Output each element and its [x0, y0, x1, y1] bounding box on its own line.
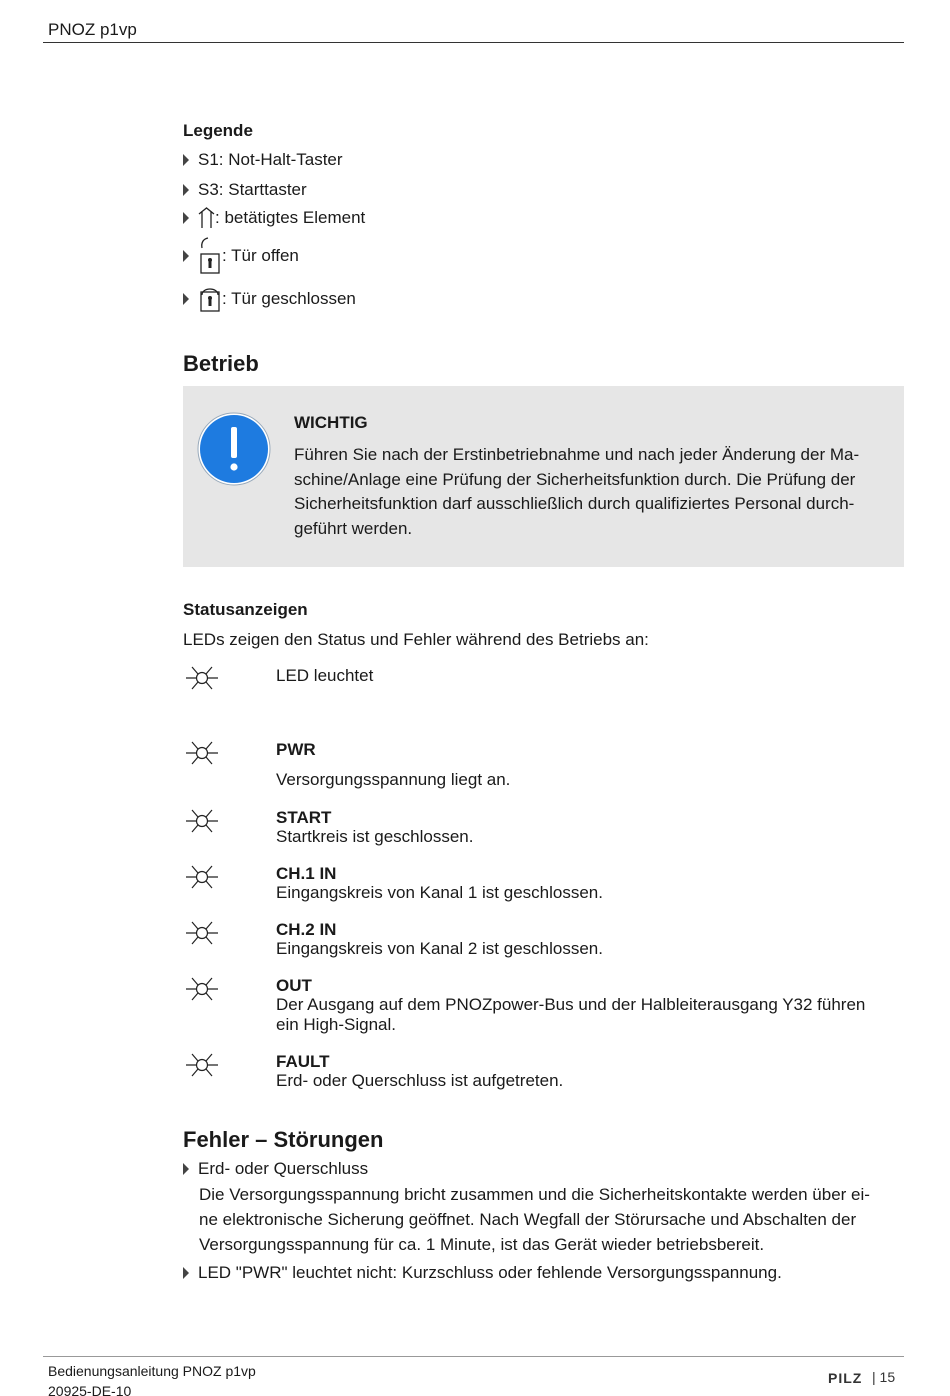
section-heading-operation: Betrieb	[183, 351, 259, 376]
led-desc-fault	[276, 1071, 563, 1091]
legend-item	[183, 285, 356, 313]
footer-doc-number: 20925-DE-10	[48, 1383, 132, 1396]
error-item-description	[199, 1182, 904, 1257]
led-desc-line: Eingangskreis von Kanal 1 ist geschlossen.	[276, 883, 603, 902]
bullet-triangle-icon	[183, 154, 189, 166]
page-number: | 15	[872, 1369, 896, 1385]
error-item	[183, 1263, 782, 1283]
led-title-start: START	[276, 808, 332, 827]
error-desc-line: Versorgungsspannung für ca. 1 Minute, ist das Gerät wieder betriebsbereit.	[199, 1235, 765, 1254]
legend-item	[183, 236, 299, 276]
led-lit-icon	[184, 740, 220, 766]
bullet-triangle-icon	[183, 1163, 189, 1175]
note-line: geführt werden.	[294, 518, 413, 538]
error-desc-line: Die Versorgungsspannung bricht zusammen und die Sicherheitskontakte werden über ei-	[199, 1185, 870, 1204]
error-item-title: Erd- oder Querschluss	[198, 1159, 369, 1178]
bullet-triangle-icon	[183, 250, 189, 262]
note-title: WICHTIG	[294, 413, 368, 432]
note-line: Führen Sie nach der Erstinbetriebnahme und nach jeder Änderung der Ma-	[294, 445, 860, 464]
legend-item	[183, 207, 365, 229]
legend-item	[183, 150, 343, 170]
led-lit-icon	[184, 1052, 220, 1078]
led-lit-icon	[184, 665, 220, 691]
bullet-triangle-icon	[183, 293, 189, 305]
status-heading: Statusanzeigen	[183, 600, 308, 619]
error-desc-line: ne elektronische Sicherung geöffnet. Nach Wegfall der Störursache und Abschalten der	[199, 1210, 857, 1229]
pilz-logo: PILZ	[828, 1370, 863, 1386]
actuated-arrow-icon	[198, 207, 215, 229]
note-line: Sicherheitsfunktion darf ausschließlich durch qualifiziertes Personal durch-	[294, 494, 855, 513]
bullet-triangle-icon	[183, 184, 189, 196]
legend-item-text: : Tür geschlossen	[222, 289, 356, 308]
legend-item-text: S1: Not-Halt-Taster	[198, 150, 343, 169]
status-intro: LEDs zeigen den Status und Fehler während des Betriebs an:	[183, 630, 649, 649]
exclamation-icon	[197, 412, 271, 486]
led-lit-icon	[184, 864, 220, 890]
led-desc-ch2	[276, 939, 603, 959]
led-lit-icon	[184, 808, 220, 834]
led-legend-text: LED leuchtet	[276, 666, 374, 685]
led-title-ch1: CH.1 IN	[276, 864, 337, 883]
footer-doc-title: Bedienungsanleitung PNOZ p1vp	[48, 1363, 256, 1379]
led-desc-line: Eingangskreis von Kanal 2 ist geschlossen.	[276, 939, 603, 958]
led-title-pwr: PWR	[276, 740, 316, 759]
error-item-text: LED "PWR" leuchtet nicht: Kurzschluss oder fehlende Versorgungsspannung.	[198, 1263, 782, 1282]
led-desc-line: ein High-Signal.	[276, 1015, 397, 1034]
led-desc-line: Erd- oder Querschluss ist aufgetreten.	[276, 1071, 564, 1090]
led-desc-start	[276, 827, 473, 847]
led-desc-line: Versorgungsspannung liegt an.	[276, 770, 511, 789]
led-lit-icon	[184, 976, 220, 1002]
led-desc-line: Startkreis ist geschlossen.	[276, 827, 474, 846]
note-text	[294, 443, 894, 541]
note-line: schine/Anlage eine Prüfung der Sicherheitsfunktion durch. Die Prüfung der	[294, 469, 856, 489]
led-desc-out	[276, 995, 865, 1035]
header-divider	[43, 42, 904, 43]
led-desc-line: Der Ausgang auf dem PNOZpower-Bus und der Halbleiterausgang Y32 führen	[276, 995, 866, 1014]
bullet-triangle-icon	[183, 212, 189, 224]
section-heading-errors: Fehler – Störungen	[183, 1127, 384, 1152]
led-title-ch2: CH.2 IN	[276, 920, 337, 939]
led-desc-ch1	[276, 883, 603, 903]
led-desc-pwr	[276, 770, 510, 790]
led-title-out: OUT	[276, 976, 312, 995]
door-open-icon	[198, 236, 222, 276]
error-item	[183, 1159, 368, 1179]
led-lit-icon	[184, 920, 220, 946]
legend-heading: Legende	[183, 121, 253, 140]
door-closed-icon	[198, 285, 222, 313]
legend-item-text: : betätigtes Element	[215, 208, 366, 227]
led-title-fault: FAULT	[276, 1052, 330, 1071]
legend-item-text: S3: Starttaster	[198, 180, 307, 199]
header-title: PNOZ p1vp	[48, 20, 137, 39]
footer-divider	[43, 1356, 904, 1357]
legend-item	[183, 180, 307, 200]
bullet-triangle-icon	[183, 1267, 189, 1279]
legend-item-text: : Tür offen	[222, 246, 299, 265]
